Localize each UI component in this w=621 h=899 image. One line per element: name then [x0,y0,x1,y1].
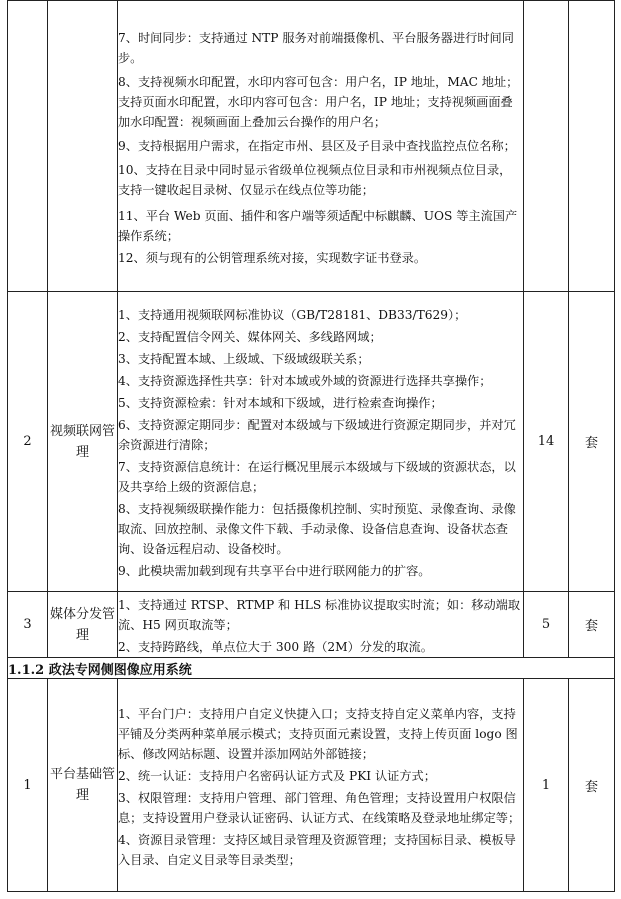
table-row [8,592,615,658]
description-line: 8、支持视频级联操作能力：包括摄像机控制、实时预览、录像查询、录像取流、回放控制、录像文件下载、手动录像、设备信息查询、设备状态查询、设备远程启动、设备校时。 [118,502,516,556]
item-description [118,292,524,592]
section-row [8,658,615,679]
item-name: 平台基础管理 [48,679,118,892]
description-line: 2、支持配置信令网关、媒体网关、多线路网域； [118,330,382,344]
quantity: 1 [524,679,569,892]
description-line: 7、支持资源信息统计：在运行概况里展示本级域与下级域的资源状态，以及共享给上级的资源信息； [118,460,516,494]
description-line: 12、须与现有的公钥管理系统对接，实现数字证书登录。 [118,251,427,265]
description-line: 3、支持配置本域、上级域、下级域级联关系； [118,352,370,366]
description-line: 6、支持资源定期同步：配置对本级域与下级域进行资源定期同步，并对冗余资源进行清除； [118,418,516,452]
quantity [524,1,569,292]
description-line: 10、支持在目录中同时显示省级单位视频点位目录和市州视频点位目录，支持一键收起目录树、仅显示在线点位等功能； [118,163,512,197]
description-line: 4、资源目录管理：支持区域目录管理及资源管理；支持国标目录、模板导入目录、自定义目录等目录类型； [118,832,516,867]
table-row [8,292,615,592]
spec-table [7,0,615,892]
quantity: 14 [524,292,569,592]
description-line: 4、支持资源选择性共享：针对本域或外域的资源进行选择共享操作； [118,374,492,388]
description-line: 2、统一认证：支持用户名密码认证方式及 PKI 认证方式； [118,768,436,783]
description-line: 1、支持通用视频联网标准协议（GB/T28181、DB33/T629）； [118,308,467,322]
description-line: 8、支持视频水印配置，水印内容可包含：用户名，IP 地址，MAC 地址；支持页面水印配置，水印内容可包含：用户名，IP 地址；支持视频画面叠加水印配置：视频画面上叠加云台操作的用户名； [118,75,519,129]
description-line: 9、此模块需加载到现有共享平台中进行联网能力的扩容。 [118,564,431,578]
unit: 套 [569,292,615,592]
row-number: 3 [8,592,48,658]
description-line: 7、时间同步：支持通过 NTP 服务对前端摄像机、平台服务器进行时间同步。 [118,31,514,65]
quantity: 5 [524,592,569,658]
description-line: 1、支持通过 RTSP、RTMP 和 HLS 标准协议提取实时流；如：移动端取流、H5 网页取流等； [118,598,521,632]
description-line: 5、支持资源检索：针对本域和下级域，进行检索查询操作； [118,396,443,410]
item-description [118,1,524,292]
item-description [118,679,524,892]
unit [569,1,615,292]
description-line: 9、支持根据用户需求，在指定市州、县区及子目录中查找监控点位名称； [118,139,516,153]
table-row [8,1,615,292]
description-line: 2、支持跨路线，单点位大于 300 路（2M）分发的取流。 [118,640,433,654]
table-row [8,679,615,892]
unit: 套 [569,592,615,658]
item-name: 视频联网管理 [48,292,118,592]
section-title: 1.1.2 政法专网侧图像应用系统 [8,658,615,679]
row-number: 1 [8,679,48,892]
row-number [8,1,48,292]
description-line: 11、平台 Web 页面、插件和客户端等须适配中标麒麟、UOS 等主流国产操作系统； [118,209,518,243]
item-name: 媒体分发管理 [48,592,118,658]
item-name [48,1,118,292]
unit: 套 [569,679,615,892]
description-line: 1、平台门户：支持用户自定义快捷入口；支持支持自定义菜单内容，支持平铺及分类两种菜单展示模式；支持页面元素设置，支持上传页面 logo 图标、修改网站标题、设置并添加网站外部链接； [118,706,518,761]
row-number: 2 [8,292,48,592]
description-line: 3、权限管理：支持用户管理、部门管理、角色管理；支持设置用户权限信息；支持设置用户登录认证密码、认证方式、在线策略及登录地址绑定等； [118,790,521,825]
item-description [118,592,524,658]
